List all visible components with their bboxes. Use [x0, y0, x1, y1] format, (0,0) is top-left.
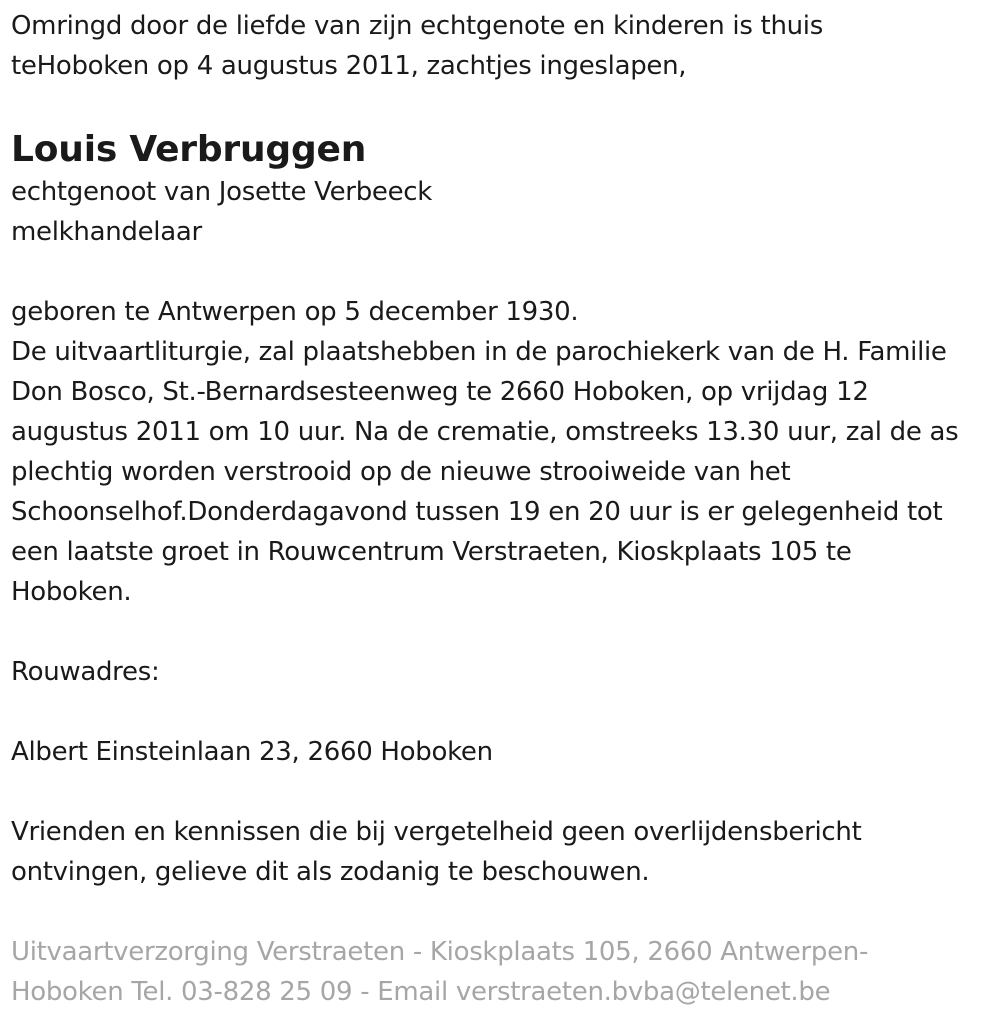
footer-line-2: Hoboken Tel. 03-828 25 09 - Email verstraeten.bvba@telenet.be [11, 977, 831, 1007]
body-line-3: Don Bosco, St.-Bernardsesteenweg te 2660 Hoboken, op vrijdag 12 [11, 377, 869, 407]
notice-line-1: Vrienden en kennissen die bij vergetelheid geen overlijdensbericht [11, 817, 862, 847]
address-value: Albert Einsteinlaan 23, 2660 Hoboken [11, 737, 493, 767]
body-line-7: een laatste groet in Rouwcentrum Verstraeten, Kioskplaats 105 te [11, 537, 852, 567]
body-line-1: geboren te Antwerpen op 5 december 1930. [11, 297, 579, 327]
deceased-name: Louis Verbruggen [11, 129, 367, 170]
body-line-8: Hoboken. [11, 577, 132, 607]
body-line-4: augustus 2011 om 10 uur. Na de crematie, omstreeks 13.30 uur, zal de as [11, 417, 959, 447]
body-line-5: plechtig worden verstrooid op de nieuwe strooiweide van het [11, 457, 791, 487]
intro-line-1: Omringd door de liefde van zijn echtgenote en kinderen is thuis [11, 11, 823, 41]
notice-line-2: ontvingen, gelieve dit als zodanig te beschouwen. [11, 857, 650, 887]
intro-line-2: teHoboken op 4 augustus 2011, zachtjes ingeslapen, [11, 51, 687, 81]
address-label: Rouwadres: [11, 657, 160, 687]
spouse-line: echtgenoot van Josette Verbeeck [11, 177, 433, 207]
footer-line-1: Uitvaartverzorging Verstraeten - Kioskplaats 105, 2660 Antwerpen- [11, 937, 869, 967]
body-line-6: Schoonselhof.Donderdagavond tussen 19 en 20 uur is er gelegenheid tot [11, 497, 943, 527]
occupation-line: melkhandelaar [11, 217, 202, 247]
body-line-2: De uitvaartliturgie, zal plaatshebben in de parochiekerk van de H. Familie [11, 337, 947, 367]
